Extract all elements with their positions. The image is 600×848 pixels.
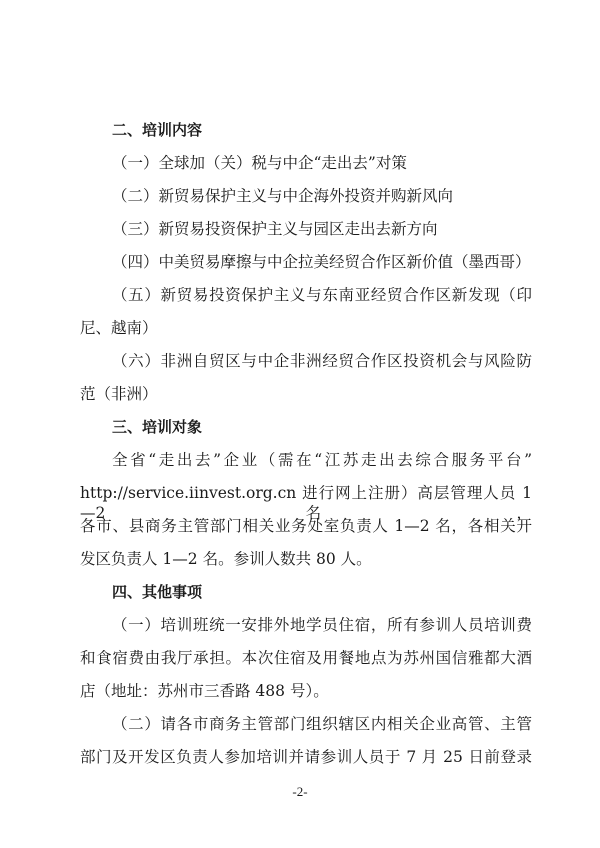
other-matters-item-1-line-2: 和食宿费由我厅承担。本次住宿及用餐地点为苏州国信雅都大酒 xyxy=(80,649,532,667)
section-heading-trainees: 三、培训对象 xyxy=(112,418,203,436)
training-item-2: （二）新贸易保护主义与中企海外投资并购新风向 xyxy=(112,187,454,205)
training-item-6: （六）非洲自贸区与中企非洲经贸合作区投资机会与风险防 xyxy=(112,352,532,370)
section-heading-training-content: 二、培训内容 xyxy=(112,121,203,139)
training-item-3: （三）新贸易投资保护主义与园区走出去新方向 xyxy=(112,220,438,238)
training-item-4: （四）中美贸易摩擦与中企拉美经贸合作区新价值（墨西哥） xyxy=(112,253,531,271)
trainees-paragraph-line-3: 各市、县商务主管部门相关业务处室负责人 1—2 名，各相关开 xyxy=(80,517,532,535)
training-item-5-cont: 尼、越南） xyxy=(80,319,158,337)
page-number: -2- xyxy=(292,784,308,799)
trainees-paragraph-line-1: 全省“走出去”企业（需在“江苏走出去综合服务平台” xyxy=(112,451,532,469)
training-item-1: （一）全球加（关）税与中企“走出去”对策 xyxy=(112,154,407,172)
other-matters-item-2-line-1: （二）请各市商务主管部门组织辖区内相关企业高管、主管 xyxy=(112,715,532,733)
other-matters-item-1-line-1: （一）培训班统一安排外地学员住宿，所有参训人员培训费 xyxy=(112,616,532,634)
other-matters-item-1-line-3: 店（地址：苏州市三香路 488 号）。 xyxy=(80,682,329,700)
other-matters-item-2-line-2: 部门及开发区负责人参加培训并请参训人员于 7 月 25 日前登录 xyxy=(80,748,532,766)
trainees-paragraph-line-4: 发区负责人 1—2 名。参训人数共 80 人。 xyxy=(80,550,372,568)
section-heading-other-matters: 四、其他事项 xyxy=(112,583,203,601)
training-item-5: （五）新贸易投资保护主义与东南亚经贸合作区新发现（印 xyxy=(112,286,532,304)
training-item-6-cont: 范（非洲） xyxy=(80,385,158,403)
trainees-paragraph-line-2: http://service.iinvest.org.cn 进行网上注册）高层管理人员 1—2 名， xyxy=(80,484,532,522)
